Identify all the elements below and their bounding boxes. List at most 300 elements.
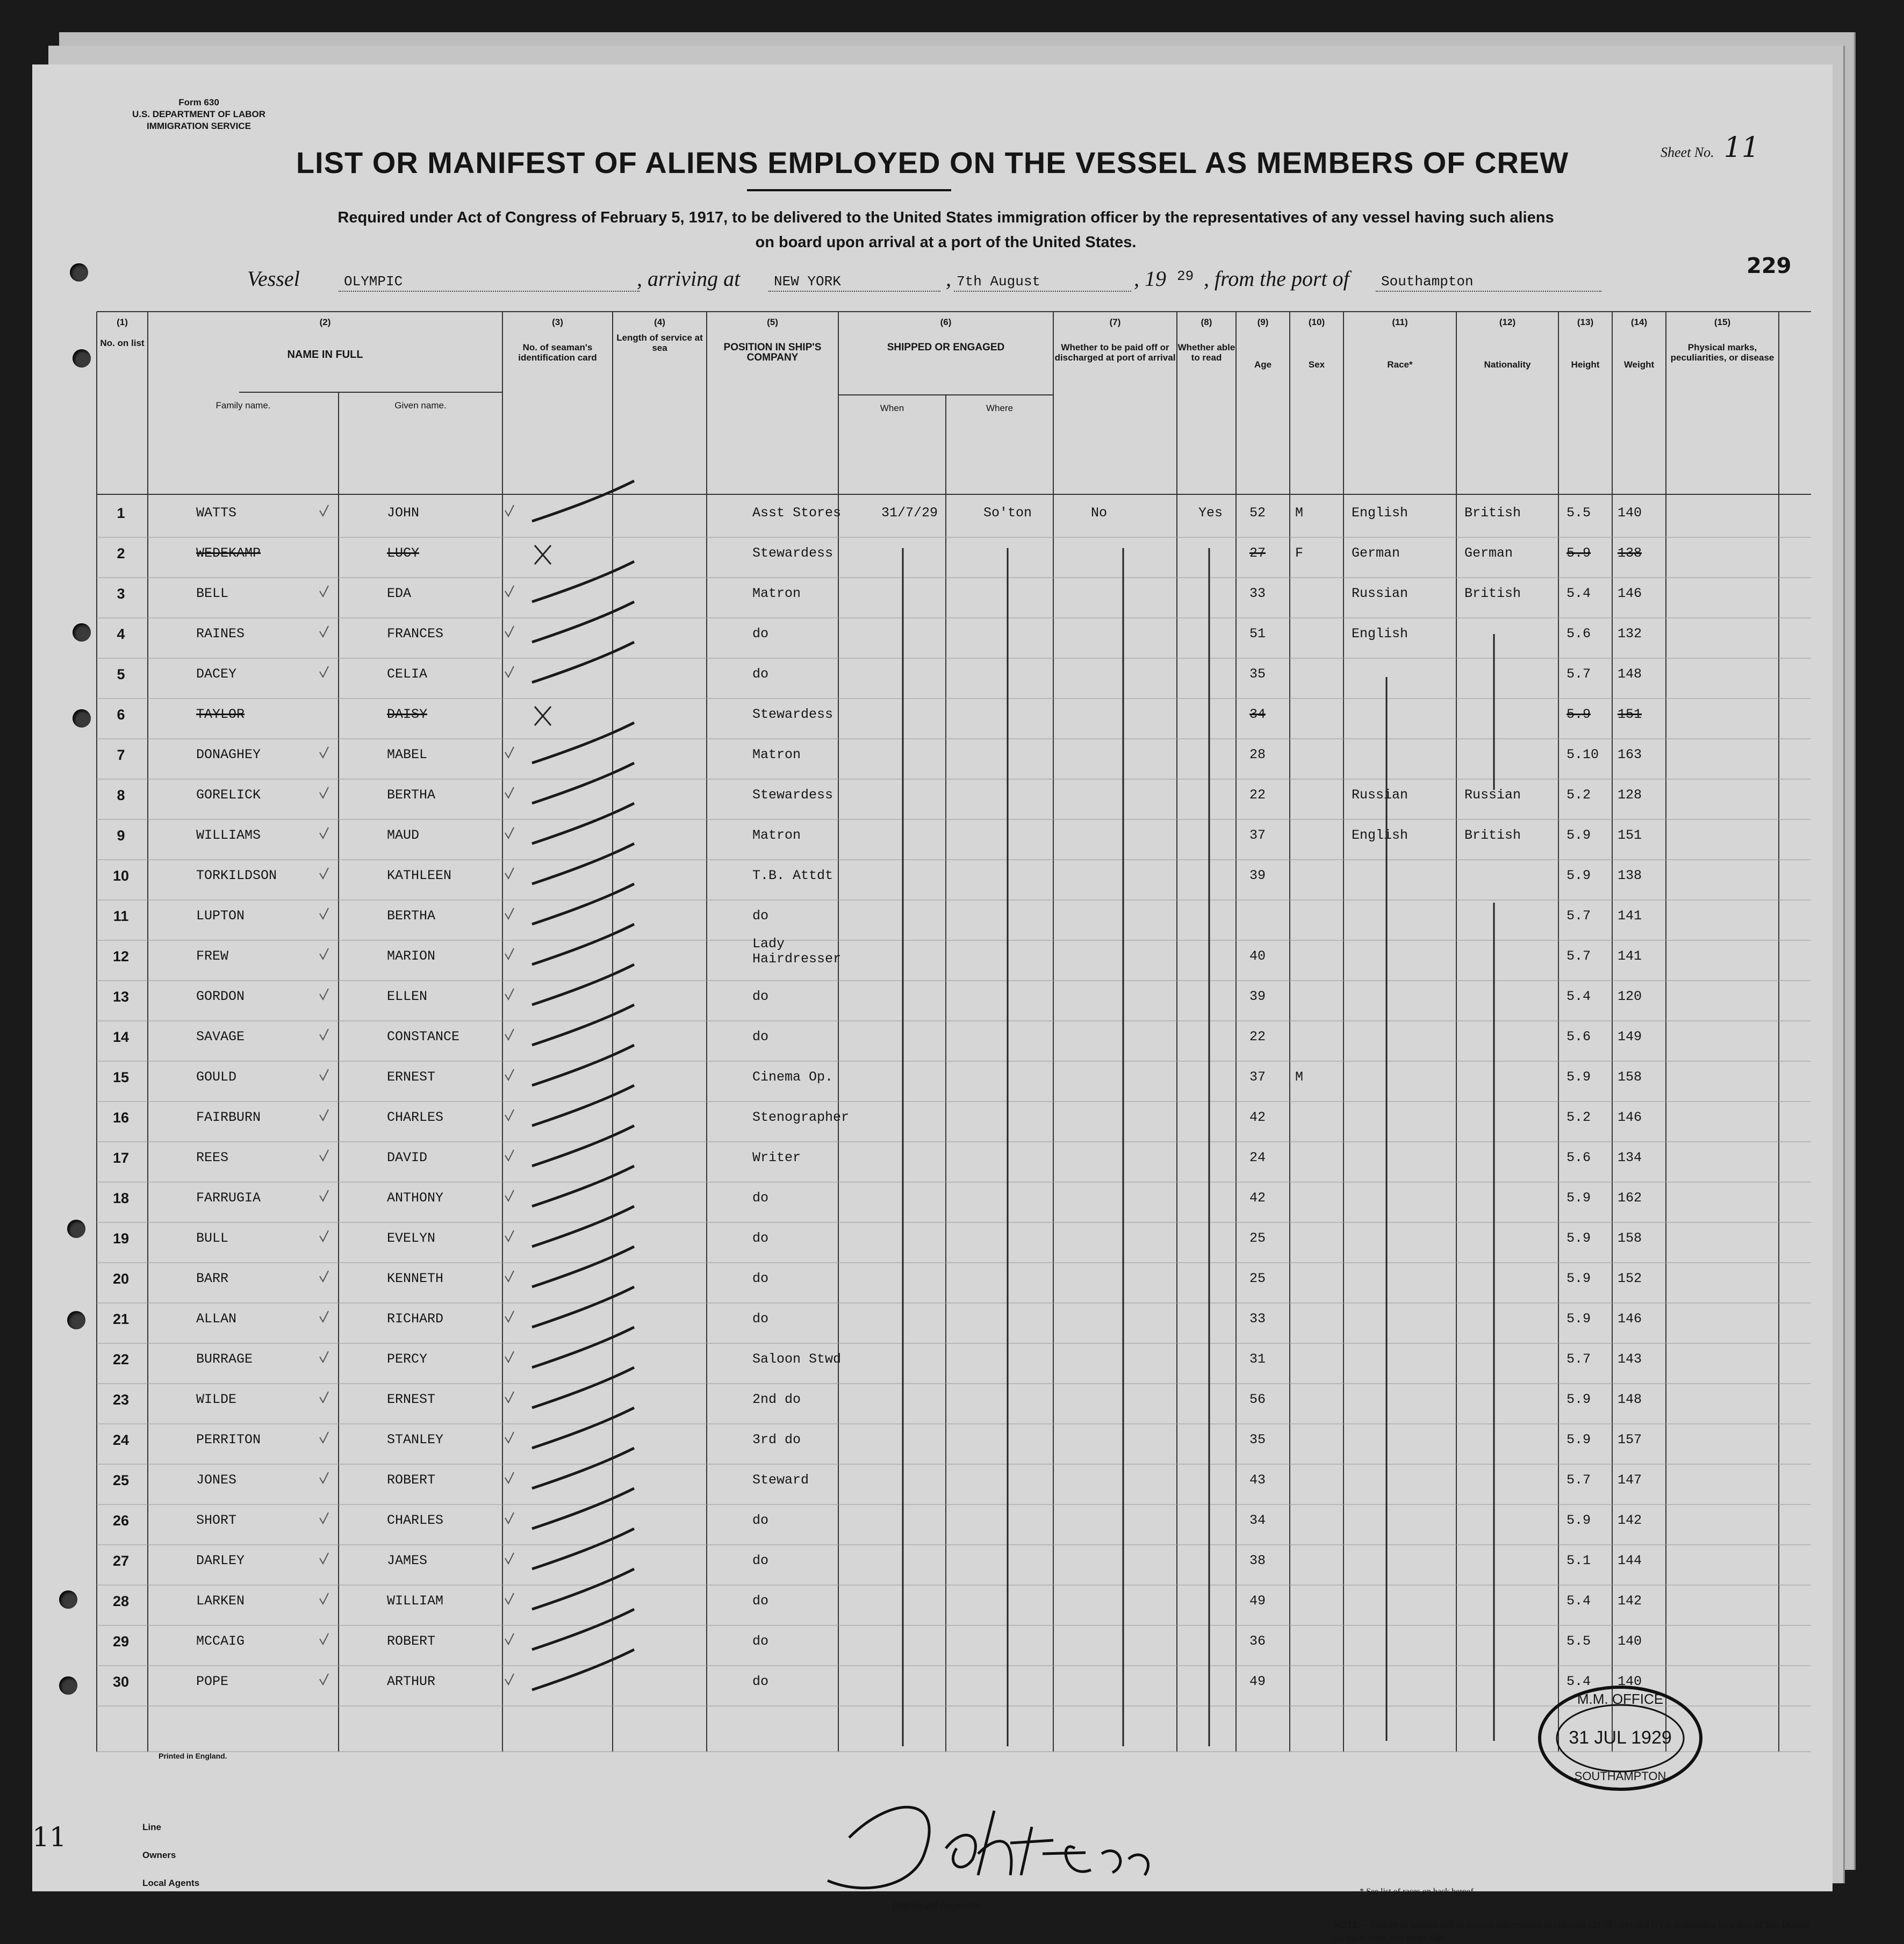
cell-height: 5.4 — [1567, 989, 1591, 1004]
tick-mark — [320, 1029, 328, 1040]
cell-given: MAUD — [387, 827, 420, 843]
tick-mark — [505, 827, 514, 838]
cell-family: BURRAGE — [196, 1351, 253, 1367]
strike-x-mark — [535, 707, 551, 725]
cell-race: English — [1352, 827, 1409, 843]
cell-family: LARKEN — [196, 1593, 245, 1609]
tick-mark — [320, 666, 328, 677]
cell-weight: 151 — [1618, 707, 1642, 722]
cell-weight: 120 — [1618, 989, 1642, 1004]
cell-given: PERCY — [387, 1351, 428, 1367]
row-number: 26 — [112, 1513, 130, 1529]
tick-mark — [320, 787, 328, 798]
penalty-note: NOTE.—Failure to furnish full or correct information in columns (2), (5), (6) and (7) is punishable by a fine of Ten Dollars for each alien. See other side. — [1333, 1919, 1810, 1943]
cell-weight: 146 — [1618, 1110, 1642, 1125]
cell-age: 49 — [1249, 1593, 1266, 1609]
check-stroke — [532, 1488, 634, 1529]
cell-given: EDA — [387, 586, 412, 601]
cell-weight: 149 — [1618, 1029, 1642, 1045]
cell-position: do — [752, 1311, 769, 1327]
cell-nationality: British — [1464, 827, 1521, 843]
owners-label: Owners — [142, 1850, 176, 1860]
cell-given: ARTHUR — [387, 1674, 436, 1689]
cell-height: 5.7 — [1567, 1472, 1591, 1488]
cell-age: 38 — [1249, 1553, 1266, 1568]
col-13-header: (13) Height — [1571, 317, 1600, 370]
row-number: 23 — [112, 1392, 130, 1408]
cell-family: SHORT — [196, 1513, 237, 1528]
tick-mark — [320, 1230, 328, 1241]
cell-given: LUCY — [387, 545, 420, 561]
cell-position: do — [752, 626, 769, 642]
cell-height: 5.9 — [1567, 1311, 1591, 1327]
cell-height: 5.6 — [1567, 1029, 1591, 1045]
tick-mark — [320, 868, 328, 879]
row-number: 29 — [112, 1633, 130, 1650]
cell-height: 5.9 — [1567, 1230, 1591, 1246]
cell-weight: 141 — [1618, 908, 1642, 924]
cell-weight: 151 — [1618, 827, 1642, 843]
cell-weight: 147 — [1618, 1472, 1642, 1488]
cell-position: do — [752, 1513, 769, 1528]
cell-position: Stenographer — [752, 1110, 850, 1125]
binding-hole — [59, 1676, 77, 1695]
inspector-label: Immigrant Inspector. — [892, 1899, 982, 1911]
cell-family: TORKILDSON — [196, 868, 277, 883]
cell-position: do — [752, 1190, 769, 1206]
cell-height: 5.5 — [1567, 505, 1591, 521]
cell-position: Stewardess — [752, 787, 834, 803]
cell-family: GORDON — [196, 989, 245, 1004]
cell-age: 51 — [1249, 626, 1266, 642]
cell-weight: 132 — [1618, 626, 1642, 642]
cell-family: DONAGHEY — [196, 747, 261, 762]
check-stroke — [532, 803, 634, 844]
tick-mark — [505, 989, 514, 999]
check-stroke — [532, 1206, 634, 1247]
row-number: 16 — [112, 1110, 130, 1126]
tick-mark — [320, 1593, 328, 1604]
cell-family: SAVAGE — [196, 1029, 245, 1045]
margin-number: 11 — [32, 1821, 67, 1853]
cell-family: BULL — [196, 1230, 229, 1246]
tick-mark — [320, 586, 328, 596]
row-number: 11 — [113, 908, 129, 924]
check-stroke — [532, 1367, 634, 1408]
cell-weight: 143 — [1618, 1351, 1642, 1367]
cell-weight: 148 — [1618, 1392, 1642, 1407]
row-number: 12 — [112, 948, 130, 964]
tick-mark — [320, 1633, 328, 1644]
cell-position: T.B. Attdt — [752, 868, 834, 883]
col-3-header: (3) No. of seaman's identification card — [518, 317, 597, 363]
row-number: 28 — [112, 1593, 130, 1609]
row-number: 18 — [112, 1190, 130, 1206]
cell-given: ANTHONY — [387, 1190, 444, 1206]
row-number: 22 — [112, 1351, 130, 1367]
vessel-name: OLYMPIC — [344, 273, 403, 290]
tick-mark — [320, 1472, 328, 1483]
row-number: 24 — [112, 1432, 130, 1448]
cell-height: 5.9 — [1567, 545, 1591, 561]
cell-age: 49 — [1249, 1674, 1266, 1689]
check-stroke — [532, 1287, 634, 1327]
cell-family: WATTS — [196, 505, 237, 521]
tick-mark — [505, 868, 514, 879]
printed-note: Printed in England. — [159, 1752, 227, 1760]
check-stroke — [532, 481, 634, 521]
tick-mark — [505, 1110, 514, 1120]
cell-nationality: British — [1464, 586, 1521, 601]
cell-race: Russian — [1352, 586, 1409, 601]
check-stroke — [532, 1650, 634, 1690]
check-stroke — [532, 1569, 634, 1609]
cell-given: STANLEY — [387, 1432, 444, 1448]
tick-mark — [320, 1311, 328, 1322]
tick-mark — [505, 666, 514, 677]
col-8-header: (8) Whether able to read — [1177, 317, 1235, 363]
cell-weight: 152 — [1618, 1271, 1642, 1286]
tick-mark — [505, 626, 514, 637]
sheet-label: Sheet No. — [1661, 145, 1714, 160]
cell-height: 5.4 — [1567, 1674, 1591, 1689]
tick-mark — [505, 505, 514, 516]
cell-weight: 134 — [1618, 1150, 1642, 1165]
manifest-page — [32, 64, 1833, 1943]
cell-family: PERRITON — [196, 1432, 261, 1448]
binding-hole — [73, 349, 91, 368]
binding-hole — [70, 263, 88, 282]
check-stroke — [532, 1408, 634, 1448]
col-2-header: (2) NAME IN FULL — [287, 317, 363, 361]
page-number: 229 — [1747, 254, 1792, 278]
tick-mark — [320, 505, 328, 516]
tick-mark — [505, 1230, 514, 1241]
check-stroke — [532, 1609, 634, 1650]
cell-position: Matron — [752, 827, 801, 843]
row-number: 7 — [117, 747, 125, 763]
cell-position: do — [752, 908, 769, 924]
cell-position: Cinema Op. — [752, 1069, 834, 1085]
tick-mark — [320, 626, 328, 637]
tick-mark — [505, 1513, 514, 1523]
col-12-header: (12) Nationality — [1484, 317, 1531, 370]
cell-paid-off: No — [1091, 505, 1108, 521]
cell-family: WILDE — [196, 1392, 237, 1407]
row-number: 2 — [117, 545, 125, 561]
row-number: 20 — [112, 1271, 130, 1287]
cell-height: 5.2 — [1567, 787, 1591, 803]
cell-race: Russian — [1352, 787, 1409, 803]
cell-height: 5.9 — [1567, 868, 1591, 883]
check-stroke — [532, 602, 634, 642]
inspector-signature — [785, 1773, 1161, 1902]
cell-position: do — [752, 1633, 769, 1649]
cell-family: GORELICK — [196, 787, 261, 803]
tick-mark — [320, 1069, 328, 1080]
tick-mark — [320, 1553, 328, 1564]
col-6-header: (6) SHIPPED OR ENGAGED — [887, 317, 1005, 353]
cell-when: 31/7/29 — [881, 505, 938, 521]
cell-position: do — [752, 666, 769, 682]
cell-position: Matron — [752, 747, 801, 762]
cell-age: 31 — [1249, 1351, 1266, 1367]
tick-mark — [320, 1351, 328, 1362]
row-number: 14 — [112, 1029, 130, 1045]
binding-hole — [67, 1220, 85, 1238]
cell-height: 5.6 — [1567, 626, 1591, 642]
cell-position: do — [752, 1674, 769, 1689]
cell-height: 5.10 — [1567, 747, 1599, 762]
cell-sex: M — [1295, 1069, 1304, 1085]
cell-position: Asst Stores — [752, 505, 842, 521]
cell-position: do — [752, 1230, 769, 1246]
stamp-date: 31 JUL 1929 — [1569, 1727, 1672, 1748]
cell-age: 25 — [1249, 1230, 1266, 1246]
cell-given: EVELYN — [387, 1230, 436, 1246]
cell-given: BERTHA — [387, 787, 436, 803]
cell-family: DACEY — [196, 666, 237, 682]
cell-given: BERTHA — [387, 908, 436, 924]
cell-weight: 157 — [1618, 1432, 1642, 1448]
cell-age: 39 — [1249, 868, 1266, 883]
cell-age: 27 — [1249, 545, 1266, 561]
cell-nationality: British — [1464, 505, 1521, 521]
cell-family: REES — [196, 1150, 229, 1165]
cell-weight: 158 — [1618, 1069, 1642, 1085]
cell-height: 5.7 — [1567, 908, 1591, 924]
cell-family: FARRUGIA — [196, 1190, 261, 1206]
binding-hole — [73, 623, 91, 642]
col-15-header: (15) Physical marks, peculiarities, or disease — [1670, 317, 1774, 363]
cell-where: So'ton — [983, 505, 1032, 521]
cell-given: CONSTANCE — [387, 1029, 460, 1045]
row-number: 9 — [117, 827, 125, 844]
tick-mark — [505, 1029, 514, 1040]
cell-family: JONES — [196, 1472, 237, 1488]
cell-nationality: Russian — [1464, 787, 1521, 803]
tick-mark — [505, 1472, 514, 1483]
cell-read: Yes — [1198, 505, 1223, 521]
col-11-header: (11) Race* — [1387, 317, 1413, 370]
cell-age: 42 — [1249, 1190, 1266, 1206]
col-9-header: (9) Age — [1254, 317, 1272, 370]
cell-age: 34 — [1249, 1513, 1266, 1528]
arrival-year: 29 — [1177, 268, 1194, 284]
cell-family: LUPTON — [196, 908, 245, 924]
cell-age: 33 — [1249, 586, 1266, 601]
cell-height: 5.9 — [1567, 1271, 1591, 1286]
row-number: 4 — [117, 626, 125, 642]
row-number: 15 — [112, 1069, 130, 1085]
cell-race: English — [1352, 626, 1409, 642]
check-stroke — [532, 1045, 634, 1085]
cell-height: 5.9 — [1567, 1392, 1591, 1407]
cell-position: Stewardess — [752, 545, 834, 561]
tick-mark — [505, 1674, 514, 1684]
where-header: Where — [986, 403, 1014, 413]
check-stroke — [532, 1166, 634, 1206]
check-stroke — [532, 1005, 634, 1045]
tick-mark — [320, 1271, 328, 1281]
cell-height: 5.7 — [1567, 1351, 1591, 1367]
tick-mark — [505, 1553, 514, 1564]
cell-weight: 140 — [1618, 1674, 1642, 1689]
cell-weight: 142 — [1618, 1513, 1642, 1528]
cell-age: 22 — [1249, 787, 1266, 803]
tick-mark — [505, 1271, 514, 1281]
cell-age: 42 — [1249, 1110, 1266, 1125]
cell-height: 5.7 — [1567, 666, 1591, 682]
cell-height: 5.5 — [1567, 1633, 1591, 1649]
vessel-label: Vessel — [247, 267, 300, 291]
row-number: 1 — [117, 505, 125, 521]
row-number: 30 — [112, 1674, 130, 1690]
cell-given: JAMES — [387, 1553, 428, 1568]
check-stroke — [532, 642, 634, 682]
cell-position: Steward — [752, 1472, 809, 1488]
tick-mark — [505, 747, 514, 758]
cell-given: CHARLES — [387, 1513, 444, 1528]
cell-position: Writer — [752, 1150, 801, 1165]
cell-weight: 138 — [1618, 545, 1642, 561]
cell-position: Saloon Stwd — [752, 1351, 842, 1367]
given-name-header: Given name. — [394, 400, 447, 411]
row-number: 27 — [112, 1553, 130, 1569]
row-number: 6 — [117, 707, 125, 723]
cell-weight: 140 — [1618, 1633, 1642, 1649]
binding-hole — [67, 1311, 85, 1329]
tick-mark — [505, 1392, 514, 1402]
cell-position: Stewardess — [752, 707, 834, 722]
service: IMMIGRATION SERVICE — [147, 121, 251, 131]
cell-height: 5.9 — [1567, 827, 1591, 843]
cell-position: do — [752, 1271, 769, 1286]
cell-position: do — [752, 989, 769, 1004]
cell-position: do — [752, 1553, 769, 1568]
check-stroke — [532, 1448, 634, 1488]
col-5-header: (5) POSITION IN SHIP'S COMPANY — [723, 317, 822, 363]
binding-hole — [73, 709, 91, 728]
cell-height: 5.2 — [1567, 1110, 1591, 1125]
tick-mark — [320, 1392, 328, 1402]
cell-family: RAINES — [196, 626, 245, 642]
cell-age: 34 — [1249, 707, 1266, 722]
cell-weight: 146 — [1618, 586, 1642, 601]
col-7-header: (7) Whether to be paid off or discharged at port of arrival — [1054, 317, 1176, 363]
arriving-label: , arriving at — [637, 267, 741, 291]
cell-weight: 140 — [1618, 505, 1642, 521]
subtitle-line-1: Required under Act of Congress of February 5, 1917, to be delivered to the United States immigration officer by the representatives of any vessel having such aliens — [337, 209, 1554, 226]
cell-given: ELLEN — [387, 989, 428, 1004]
stamp-bottom: SOUTHAMPTON — [1574, 1769, 1666, 1783]
cell-age: 22 — [1249, 1029, 1266, 1045]
check-stroke — [532, 1327, 634, 1367]
tick-mark — [505, 1150, 514, 1161]
cell-weight: 163 — [1618, 747, 1642, 762]
cell-given: DAISY — [387, 707, 428, 722]
tick-mark — [320, 747, 328, 758]
cell-given: KATHLEEN — [387, 868, 452, 883]
arrival-date: 7th August — [957, 273, 1041, 290]
tick-mark — [505, 1190, 514, 1201]
cell-given: CELIA — [387, 666, 428, 682]
check-stroke — [532, 763, 634, 803]
subtitle-line-2: on board upon arrival at a port of the United States. — [755, 234, 1137, 251]
races-note: * See list of races on back hereof. — [1360, 1887, 1476, 1896]
cell-height: 5.4 — [1567, 586, 1591, 601]
tick-mark — [320, 1432, 328, 1443]
cell-age: 56 — [1249, 1392, 1266, 1407]
arrival-port: NEW YORK — [774, 273, 841, 290]
cell-family: WEDEKAMP — [196, 545, 261, 561]
cell-position: 2nd do — [752, 1392, 801, 1407]
tick-mark — [505, 1351, 514, 1362]
cell-weight: 148 — [1618, 666, 1642, 682]
col-14-header: (14) Weight — [1623, 317, 1655, 370]
cell-weight: 158 — [1618, 1230, 1642, 1246]
cell-height: 5.9 — [1567, 1432, 1591, 1448]
binding-hole — [59, 1590, 77, 1609]
cell-race: German — [1352, 545, 1400, 561]
cell-given: ERNEST — [387, 1069, 436, 1085]
cell-given: MARION — [387, 948, 436, 964]
cell-height: 5.9 — [1567, 1069, 1591, 1085]
cell-given: JOHN — [387, 505, 420, 521]
departure-port: Southampton — [1381, 273, 1474, 290]
cell-nationality: German — [1464, 545, 1513, 561]
cell-weight: 162 — [1618, 1190, 1642, 1206]
from-label: , from the port of — [1204, 267, 1349, 291]
cell-position: do — [752, 1593, 769, 1609]
cell-given: CHARLES — [387, 1110, 444, 1125]
cell-sex: M — [1295, 505, 1304, 521]
cell-family: DARLEY — [196, 1553, 245, 1568]
cell-given: ROBERT — [387, 1633, 436, 1649]
check-stroke — [532, 1247, 634, 1287]
sheet-value: 11 — [1723, 132, 1759, 164]
annotation-marks — [32, 64, 1833, 1891]
cell-age: 28 — [1249, 747, 1266, 762]
tick-mark — [505, 908, 514, 919]
cell-given: ERNEST — [387, 1392, 436, 1407]
cell-age: 36 — [1249, 1633, 1266, 1649]
cell-height: 5.9 — [1567, 1190, 1591, 1206]
tick-mark — [505, 1593, 514, 1604]
department: U.S. DEPARTMENT OF LABOR — [132, 109, 266, 119]
tick-mark — [505, 1311, 514, 1322]
cell-family: BELL — [196, 586, 229, 601]
tick-mark — [505, 948, 514, 959]
tick-mark — [505, 1633, 514, 1644]
cell-family: GOULD — [196, 1069, 237, 1085]
row-number: 3 — [117, 586, 125, 602]
row-number: 25 — [112, 1472, 130, 1488]
check-stroke — [532, 1085, 634, 1126]
cell-position: Lady Hairdresser — [752, 936, 842, 967]
cell-height: 5.6 — [1567, 1150, 1591, 1165]
tick-mark — [320, 1674, 328, 1684]
tick-mark — [320, 1513, 328, 1523]
stamp-top: M.M. OFFICE — [1577, 1691, 1664, 1707]
row-number: 8 — [117, 787, 125, 803]
row-number: 19 — [112, 1230, 130, 1247]
tick-mark — [320, 989, 328, 999]
cell-given: KENNETH — [387, 1271, 444, 1286]
tick-mark — [320, 827, 328, 838]
cell-family: TAYLOR — [196, 707, 245, 722]
tick-mark — [320, 1150, 328, 1161]
